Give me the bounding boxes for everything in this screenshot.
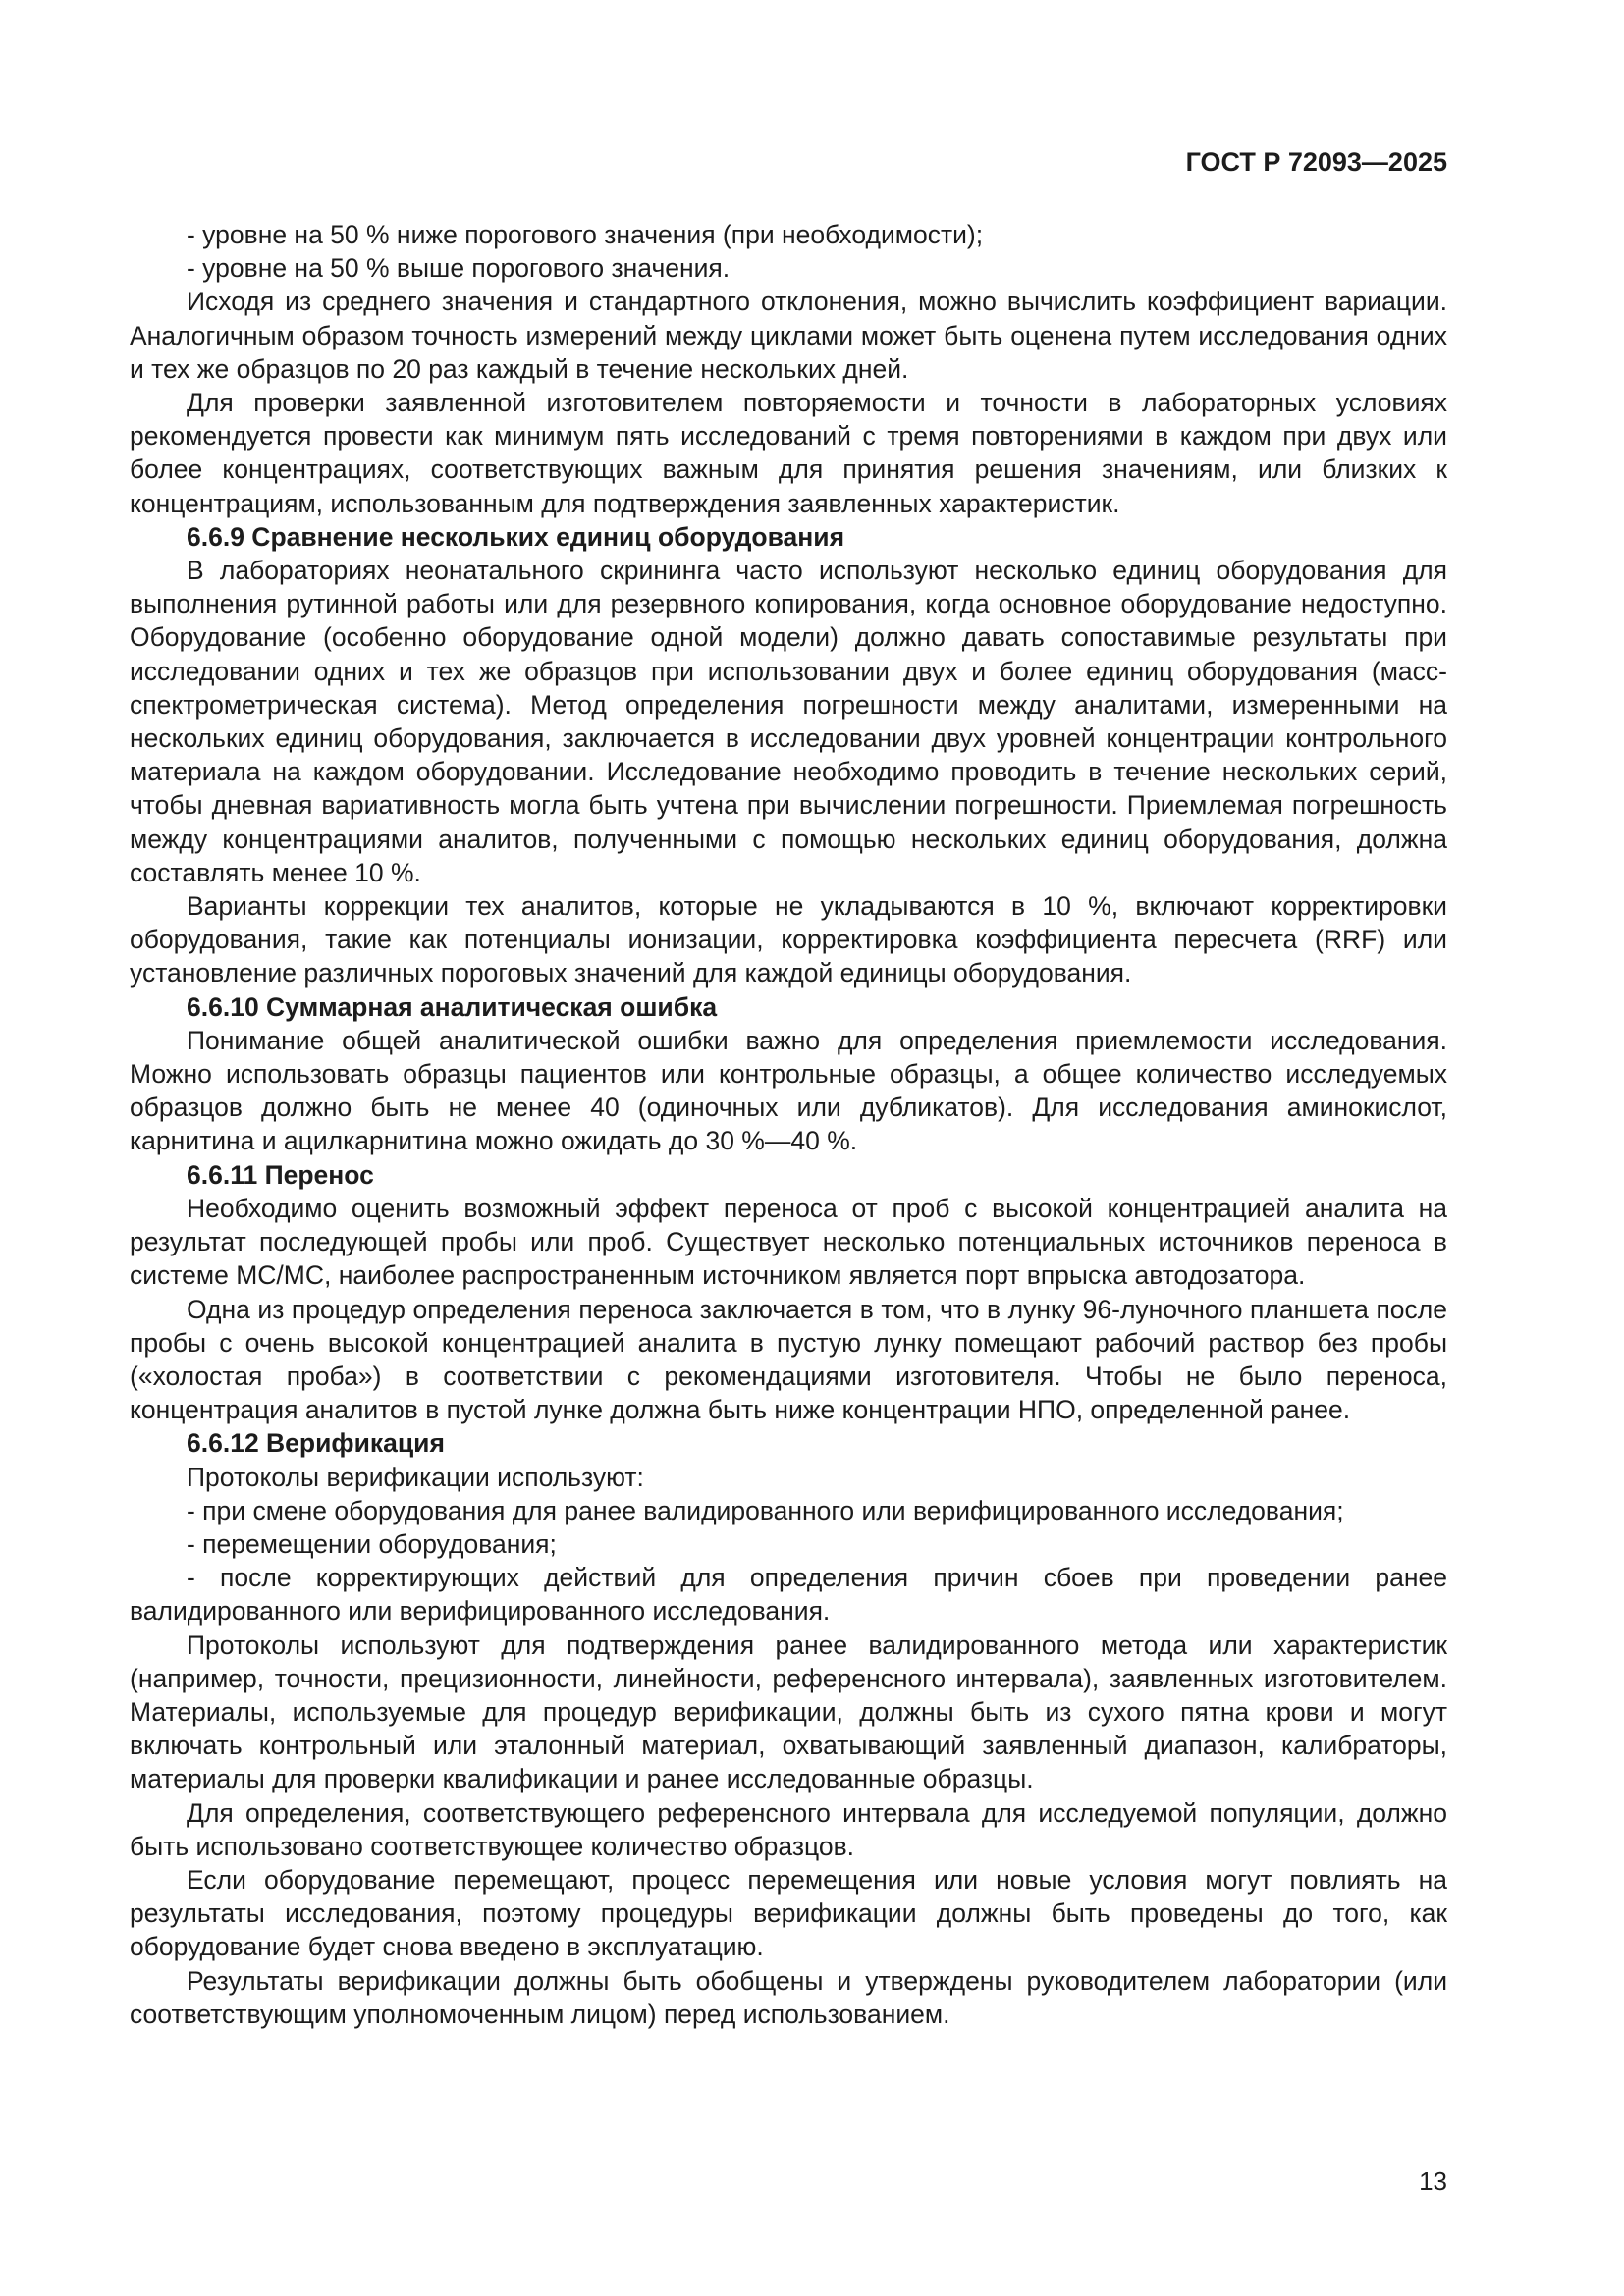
- list-item: - перемещении оборудования;: [187, 1528, 557, 1559]
- paragraph: Протоколы верификации используют:: [187, 1462, 644, 1492]
- list-item: - при смене оборудования для ранее валидированного или верифицированного исследования;: [187, 1495, 1344, 1525]
- paragraph: Для проверки заявленной изготовителем повторяемости и точности в лабораторных условиях рекомендуется провести как минимум пять исследований с тремя повторениями в каждом при двух или более концентрациях, соответствующих важным для принятия решения значениям, или близких к концентрациям, использованным для подтверждения заявленных характеристик.: [130, 388, 1447, 518]
- list-item: - уровне на 50 % ниже порогового значения (при необходимости);: [187, 220, 984, 249]
- document-body: [130, 218, 1447, 2031]
- paragraph: Для определения, соответствующего референсного интервала для исследуемой популяции, должно быть использовано соответствующее количество образцов.: [130, 1797, 1447, 1861]
- paragraph: Необходимо оценить возможный эффект переноса от проб с высокой концентрацией аналита на результат последующей пробы или проб. Существует несколько потенциальных источников переноса в системе МС/МС, наиболее распространенным источником является порт впрыска автодозатора.: [130, 1193, 1447, 1291]
- section-heading-6-6-11: 6.6.11 Перенос: [187, 1159, 374, 1190]
- paragraph: Варианты коррекции тех аналитов, которые не укладываются в 10 %, включают корректировки оборудования, такие как потенциалы ионизации, корректировка коэффициента пересчета (RRF) или установление различных пороговых значений для каждой единицы оборудования.: [130, 891, 1447, 988]
- list-item: - после корректирующих действий для определения причин сбоев при проведении ранее валидированного или верифицированного исследования.: [130, 1563, 1447, 1627]
- section-heading-6-6-10: 6.6.10 Суммарная аналитическая ошибка: [187, 991, 718, 1022]
- paragraph: Если оборудование перемещают, процесс перемещения или новые условия могут повлиять на результаты исследования, поэтому процедуры верификации должны быть проведены до того, как оборудование будет снова введено в эксплуатацию.: [130, 1864, 1447, 1962]
- section-heading-6-6-9: 6.6.9 Сравнение нескольких единиц оборудования: [187, 521, 845, 552]
- paragraph: Протоколы используют для подтверждения ранее валидированного метода или характеристик (например, точности, прецизионности, линейности, референсного интервала), заявленных изготовителем. Материалы, используемые для процедур верификации, должны быть из сухого пятна крови и могут включать контрольный или эталонный материал, охватывающий заявленный диапазон, калибраторы, материалы для проверки квалификации и ранее исследованные образцы.: [130, 1629, 1447, 1794]
- paragraph: Исходя из среднего значения и стандартного отклонения, можно вычислить коэффициент вариации. Аналогичным образом точность измерений между циклами может быть оценена путем исследования одних и тех же образцов по 20 раз каждый в течение нескольких дней.: [130, 287, 1447, 384]
- standard-code: ГОСТ Р 72093—2025: [1185, 147, 1447, 177]
- list-item: - уровне на 50 % выше порогового значения.: [187, 253, 731, 284]
- paragraph: Одна из процедур определения переноса заключается в том, что в лунку 96-луночного планшета после пробы с очень высокой концентрацией аналита в пустую лунку помещают рабочий раствор без пробы («холостая проба») в соответствии с рекомендациями изготовителя. Чтобы не было переноса, концентрация аналитов в пустой лунке должна быть ниже концентрации НПО, определенной ранее.: [130, 1294, 1447, 1425]
- section-heading-6-6-12: 6.6.12 Верификация: [187, 1428, 445, 1459]
- paragraph: Понимание общей аналитической ошибки важно для определения приемлемости исследования. Можно использовать образцы пациентов или контрольные образцы, а общее количество исследуемых образцов должно быть не менее 40 (одиночных или дубликатов). Для исследования аминокислот, карнитина и ацилкарнитина можно ожидать до 30 %—40 %.: [130, 1025, 1447, 1156]
- paragraph: Результаты верификации должны быть обобщены и утверждены руководителем лаборатории (или соответствующим уполномоченным лицом) перед использованием.: [130, 1965, 1447, 2029]
- page-number: 13: [1419, 2166, 1447, 2196]
- paragraph: В лабораториях неонатального скрининга часто используют несколько единиц оборудования для выполнения рутинной работы или для резервного копирования, когда основное оборудование недоступно. Оборудование (особенно оборудование одной модели) должно давать сопоставимые результаты при исследовании одних и тех же образцов при использовании двух и более единиц оборудования (масс-спектрометрическая система). Метод определения погрешности между аналитами, измеренными на нескольких единиц оборудования, заключается в исследовании двух уровней концентрации контрольного материала на каждом оборудовании. Исследование необходимо проводить в течение нескольких серий, чтобы дневная вариативность могла быть учтена при вычислении погрешности. Приемлемая погрешность между концентрациями аналитов, полученными с помощью нескольких единиц оборудования, должна составлять менее 10 %.: [130, 556, 1447, 887]
